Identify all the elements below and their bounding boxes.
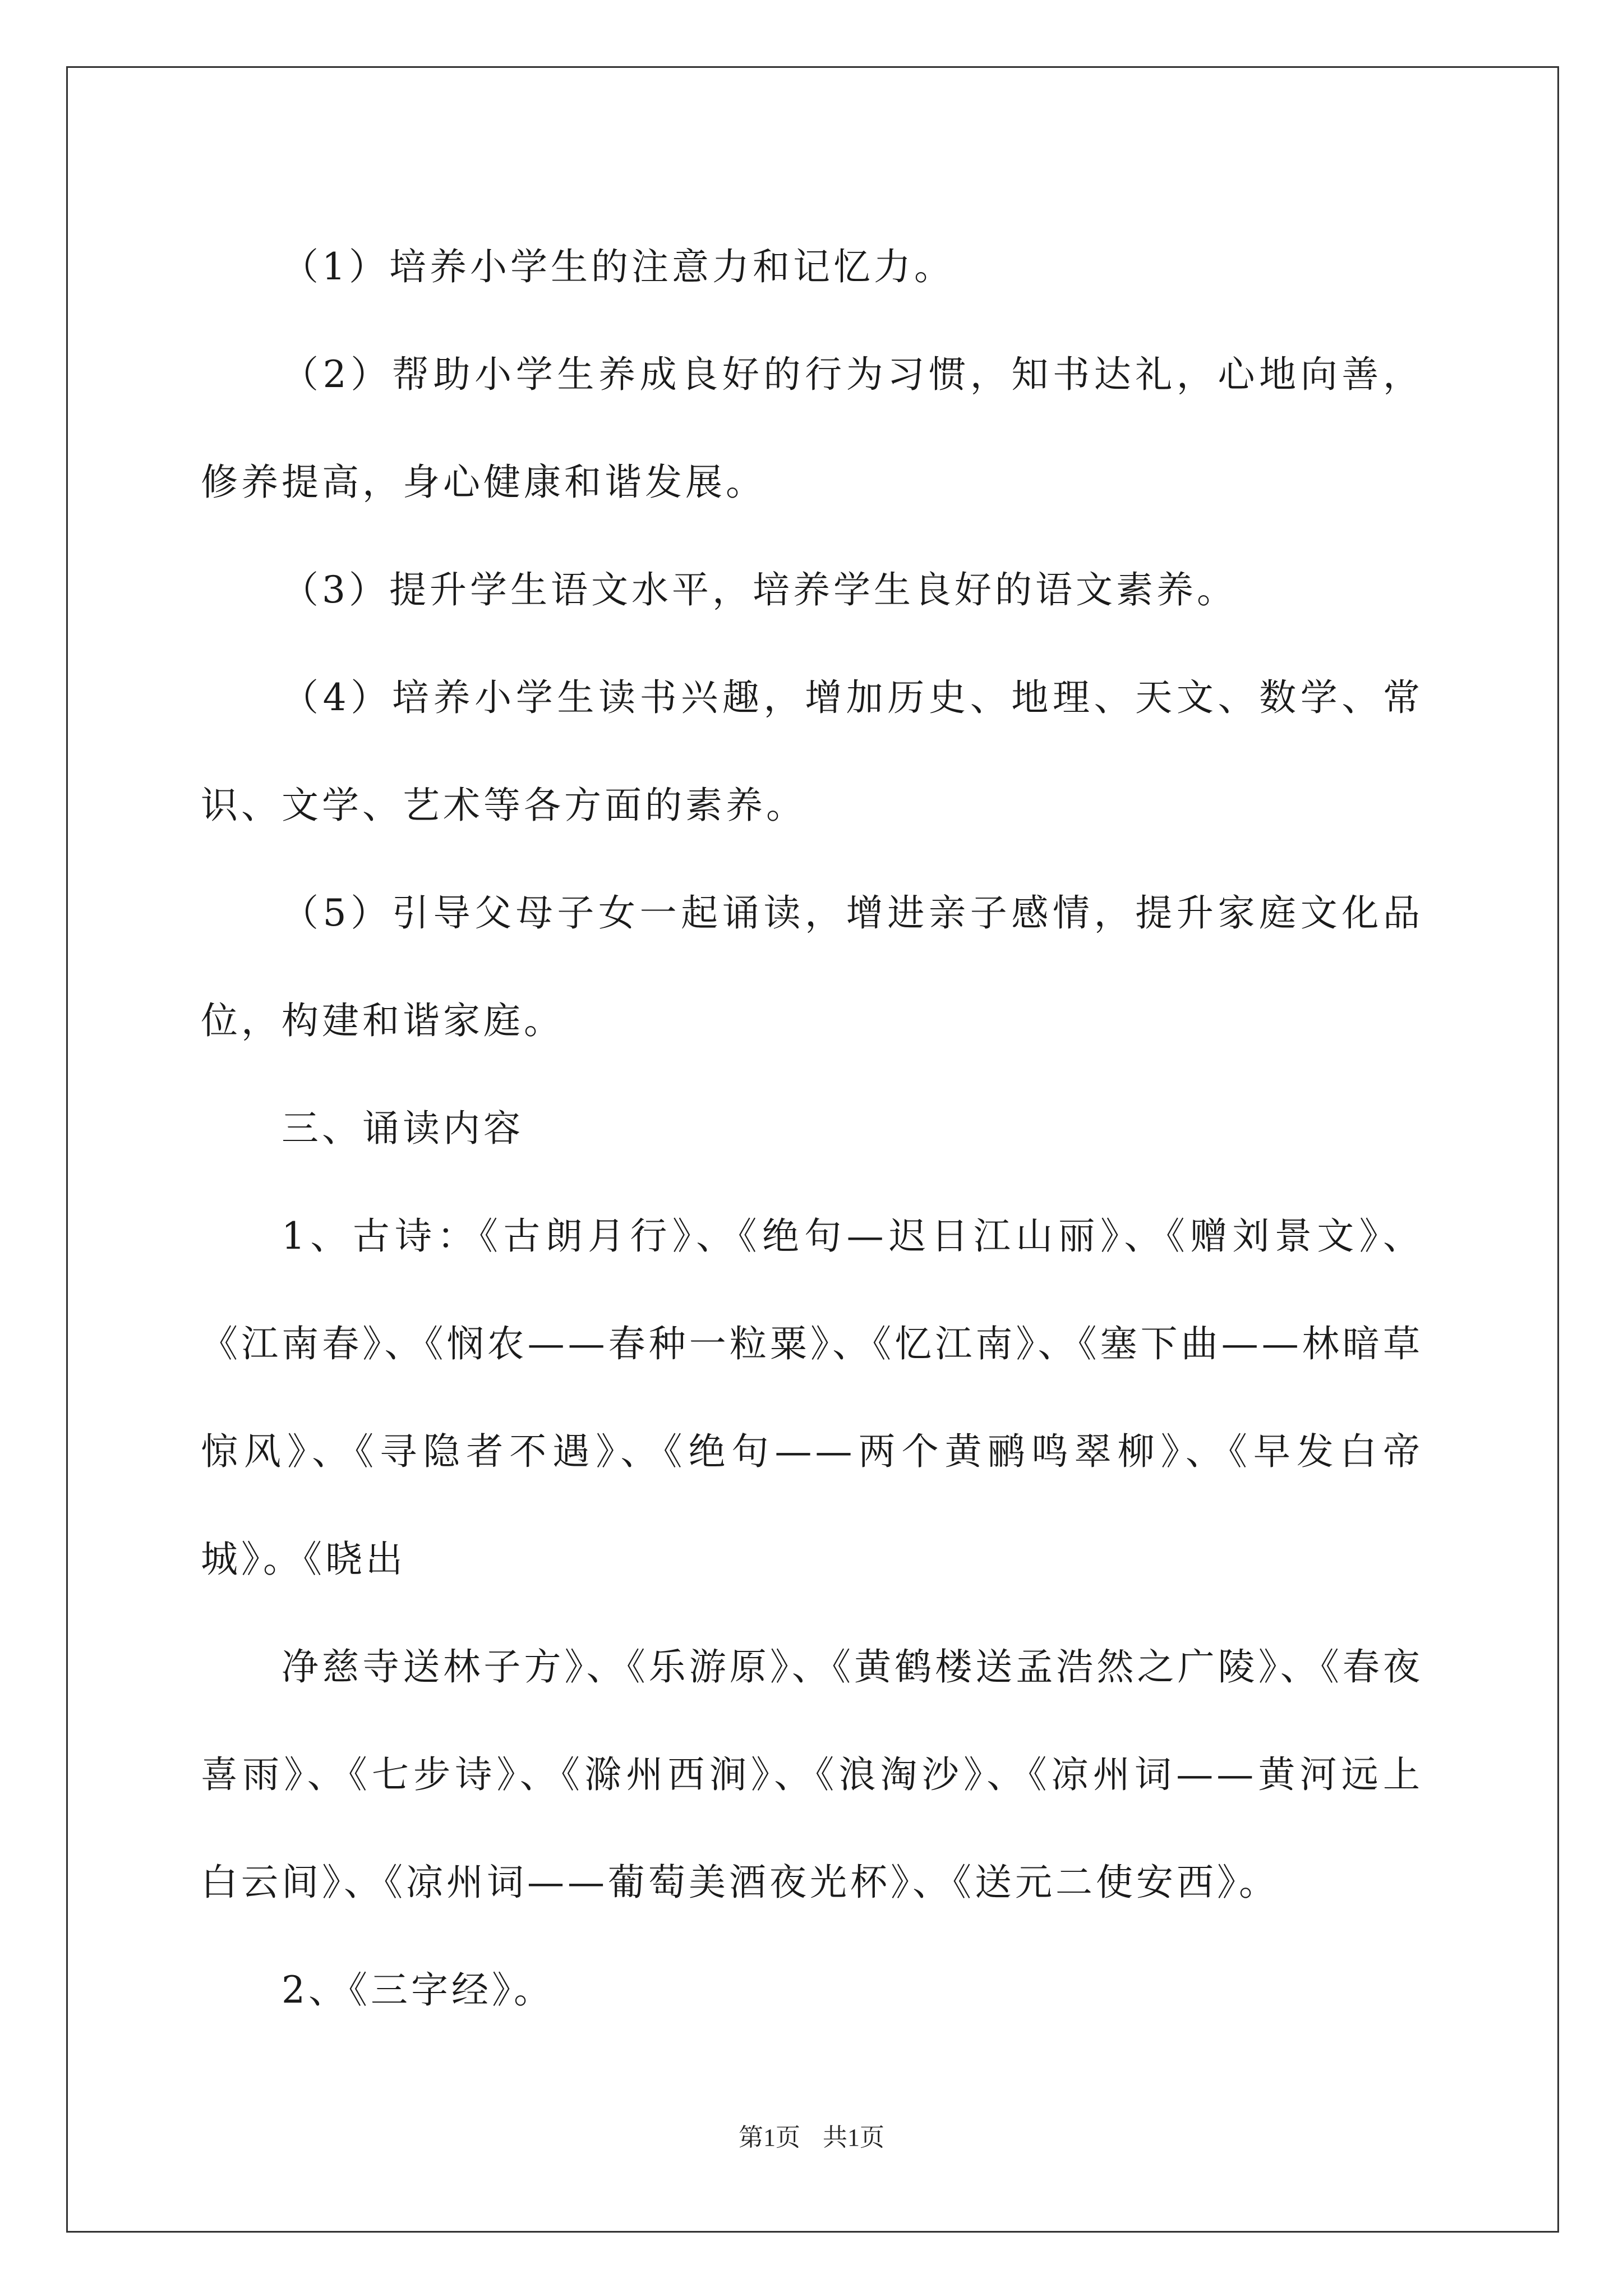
paragraph-goal-5: （5）引导父母子女一起诵读，增进亲子感情，提升家庭文化品位，构建和谐家庭。 [201, 891, 1423, 1042]
paragraph-goal-2: （2）帮助小学生养成良好的行为习惯，知书达礼，心地向善，修养提高，身心健康和谐发展。 [201, 353, 1423, 504]
page-footer [0, 2117, 1623, 2153]
paragraph-poems-list: 1、古诗：《古朗月行》、《绝句—迟日江山丽》、《赠刘景文》、《江南春》、《悯农——春种一粒粟》、《忆江南》、《塞下曲——林暗草惊风》、《寻隐者不遇》、《绝句——两个黄鹂鸣翠柳》、《早发白帝城》。《晓出 [201, 1214, 1423, 1581]
page-total: 共1页 [823, 2124, 884, 2151]
paragraph-goal-3: （3）提升学生语文水平，培养学生良好的语文素养。 [282, 568, 1237, 611]
page-number: 第1页 [739, 2124, 800, 2151]
paragraph-poems-list-continued: 净慈寺送林子方》、《乐游原》、《黄鹤楼送孟浩然之广陵》、《春夜喜雨》、《七步诗》、《滁州西涧》、《浪淘沙》、《凉州词——黄河远上白云间》、《凉州词——葡萄美酒夜光杯》、《送元二使安西》。 [201, 1645, 1423, 1904]
document-body [201, 213, 1423, 2044]
paragraph-goal-1: （1）培养小学生的注意力和记忆力。 [282, 245, 955, 288]
paragraph-goal-4: （4）培养小学生读书兴趣，增加历史、地理、天文、数学、常识、文学、艺术等各方面的素养。 [201, 676, 1423, 827]
paragraph-sanzijing: 2、《三字经》。 [282, 1968, 554, 2012]
section-heading-reading-content: 三、诵读内容 [282, 1107, 524, 1150]
